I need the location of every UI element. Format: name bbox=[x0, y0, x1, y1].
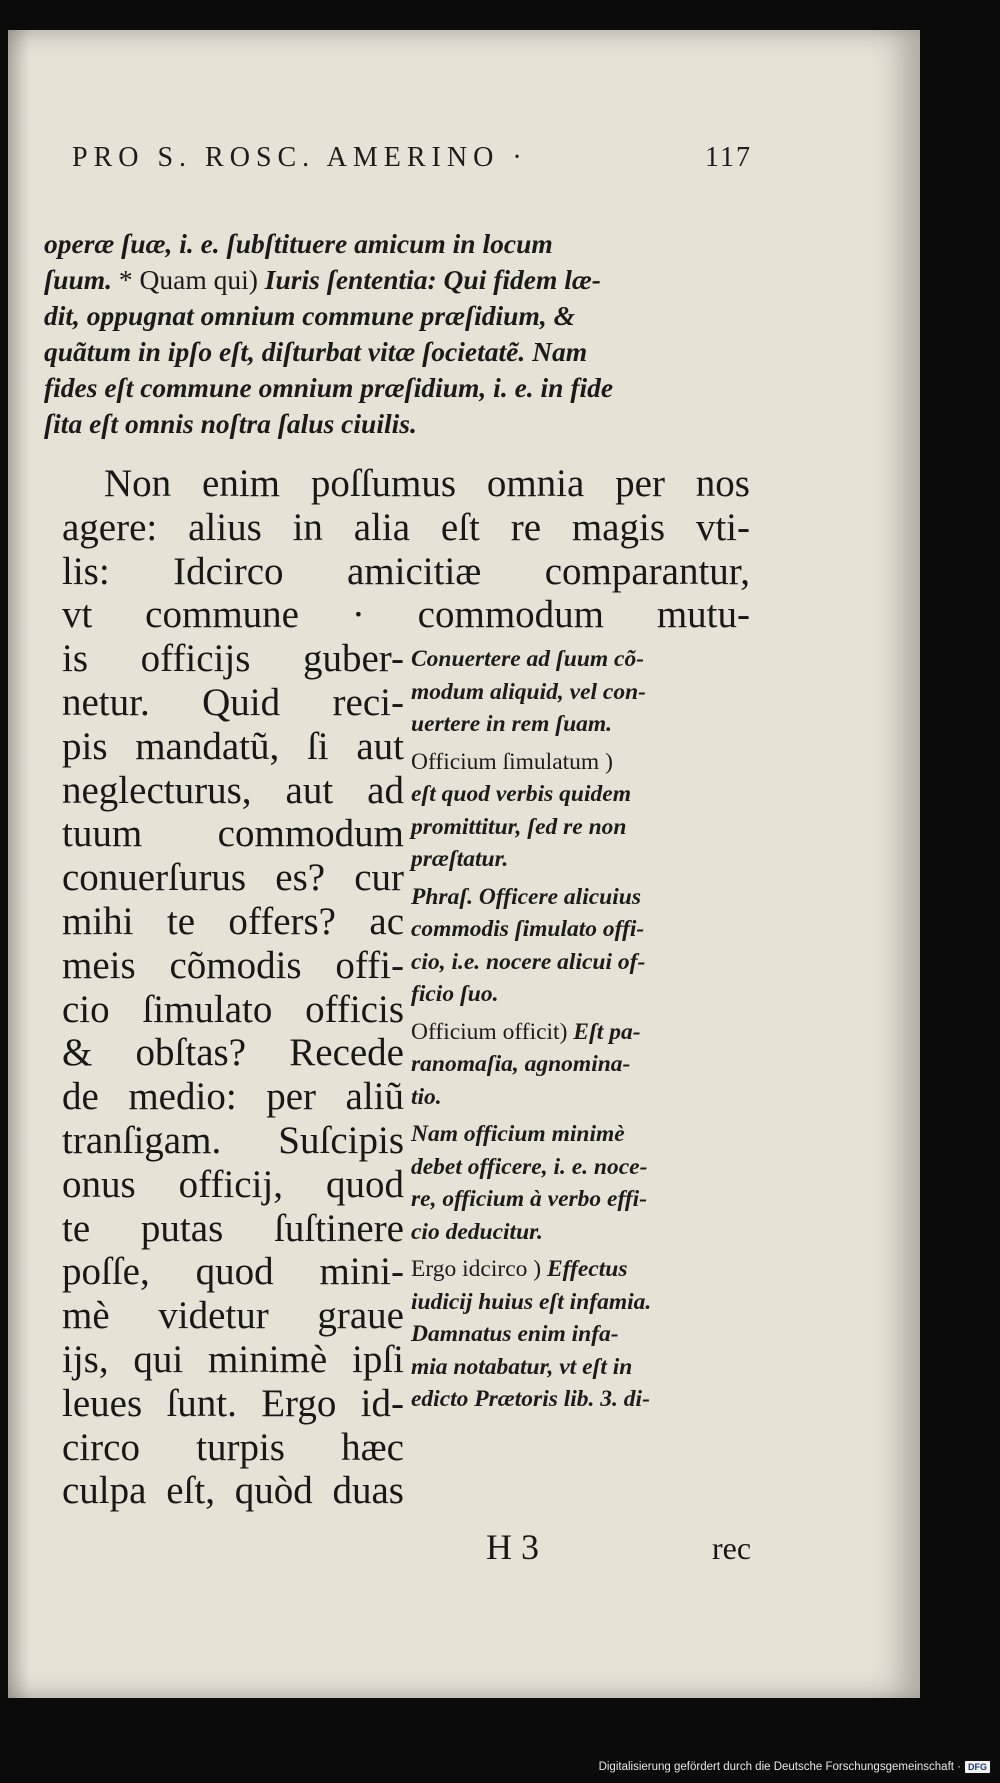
text-line: culpa eſt, quòd duas bbox=[62, 1469, 404, 1513]
margin-note-line bbox=[411, 643, 754, 676]
margin-note-line bbox=[411, 811, 754, 844]
text-line: & obſtas? Recede bbox=[62, 1031, 404, 1075]
note-line bbox=[44, 226, 754, 262]
text-line: cio ſimulato officis bbox=[62, 987, 404, 1031]
margin-note-line bbox=[411, 1183, 754, 1216]
text-run: eſt quod verbis quidem bbox=[411, 781, 631, 807]
note-line bbox=[44, 406, 754, 442]
margin-note-line bbox=[411, 913, 754, 946]
text-run: Phraſ. Officere alicuius bbox=[411, 883, 641, 910]
margin-note-line bbox=[411, 1151, 754, 1184]
text-run: debet officere, i. e. noce- bbox=[411, 1153, 648, 1180]
catchword: rec bbox=[712, 1530, 752, 1566]
margin-note-line bbox=[411, 946, 754, 979]
text-line: vt commune · commodum mutu- bbox=[62, 593, 750, 637]
margin-note-line bbox=[411, 708, 754, 741]
text-line: neglecturus, aut ad bbox=[62, 768, 404, 812]
text-run: Effectus bbox=[546, 1256, 628, 1282]
text-run: Damnatus enim infa- bbox=[411, 1321, 619, 1347]
text-run: mia notabatur, vt eſt in bbox=[411, 1353, 633, 1380]
margin-note-line bbox=[411, 1383, 754, 1416]
commentary-note-top bbox=[44, 226, 754, 442]
text-run: Officium officit) bbox=[411, 1018, 574, 1045]
text-line: conuerſurus es? cur bbox=[62, 856, 404, 900]
text-line: ijs, qui minimè ipſi bbox=[62, 1337, 404, 1381]
text-run: ranomaſia, agnomina- bbox=[411, 1051, 631, 1077]
page-number: 117 bbox=[705, 142, 752, 173]
margin-note bbox=[411, 1016, 754, 1114]
margin-note bbox=[411, 881, 754, 1011]
text-line: tranſigam. Suſcipis bbox=[62, 1118, 404, 1162]
text-run: ficio ſuo. bbox=[411, 981, 499, 1007]
margin-note-line bbox=[411, 1351, 754, 1384]
note-line bbox=[44, 262, 754, 298]
header-dot: · bbox=[512, 142, 528, 173]
text-run: iudicij huius eſt infamia. bbox=[411, 1288, 652, 1315]
text-run: promittitur, ſed re non bbox=[411, 813, 627, 840]
text-line: mè videtur graue bbox=[62, 1294, 404, 1338]
signature-mark: H 3 bbox=[486, 1527, 539, 1567]
text-run: ſita eſt omnis noſtra ſalus ciuilis. bbox=[44, 408, 417, 439]
text-line: leues ſunt. Ergo id- bbox=[62, 1381, 404, 1425]
text-line: netur. Quid reci- bbox=[62, 680, 404, 724]
digitization-footer bbox=[599, 1759, 990, 1775]
margin-note-line bbox=[411, 1081, 754, 1114]
margin-note-line bbox=[411, 1216, 754, 1249]
text-run: Officium ſimulatum ) bbox=[411, 748, 613, 775]
text-line: is officijs guber- bbox=[62, 637, 404, 681]
text-run: quãtum in ipſo eſt, diſturbat vitæ ſocietatẽ. Nam bbox=[44, 336, 588, 367]
text-run: cio, i.e. nocere alicui of- bbox=[411, 948, 646, 975]
margin-note-line bbox=[411, 881, 754, 914]
text-line: pis mandatũ, ſi aut bbox=[62, 724, 404, 768]
margin-note-line bbox=[411, 746, 754, 779]
margin-note-line bbox=[411, 1048, 754, 1081]
text-line: circo turpis hæc bbox=[62, 1425, 404, 1469]
text-line: poſſe, quod mini- bbox=[62, 1250, 404, 1294]
text-run: Eſt pa- bbox=[573, 1018, 641, 1045]
margin-note-line bbox=[411, 843, 754, 876]
text-run: modum aliquid, vel con- bbox=[411, 678, 646, 705]
margin-note-line bbox=[411, 1318, 754, 1351]
margin-note-line bbox=[411, 1118, 754, 1151]
margin-note bbox=[411, 643, 754, 741]
footer-credit: Digitalisierung gefördert durch die Deutsche Forschungsgemeinschaft · bbox=[598, 1761, 961, 1773]
text-run: fides eſt commune omnium præſidium, i. e. in fide bbox=[44, 372, 614, 403]
text-line: tuum commodum bbox=[62, 812, 404, 856]
margin-note-line bbox=[411, 1253, 754, 1286]
margin-note-line bbox=[411, 978, 754, 1011]
margin-note bbox=[411, 746, 754, 876]
text-line: meis cõmodis offi- bbox=[62, 943, 404, 987]
margin-note bbox=[411, 1118, 754, 1248]
text-line: onus officij, quod bbox=[62, 1162, 404, 1206]
text-run: Ergo idcirco ) bbox=[411, 1256, 547, 1282]
note-line bbox=[44, 334, 754, 370]
text-run: ſuum. bbox=[44, 264, 119, 295]
running-title: PRO S. ROSC. AMERINO bbox=[72, 142, 500, 173]
text-run: commodis ſimulato offi- bbox=[411, 916, 645, 942]
text-line: lis: Idcirco amicitiæ comparantur, bbox=[62, 549, 750, 593]
text-run: Conuertere ad ſuum cõ- bbox=[411, 646, 645, 672]
text-run: uertere in rem ſuam. bbox=[411, 711, 613, 737]
text-run: Nam officium minimè bbox=[411, 1121, 625, 1147]
text-line: mihi te offers? ac bbox=[62, 899, 404, 943]
text-line: de medio: per aliũ bbox=[62, 1075, 404, 1119]
text-run: * Quam qui) bbox=[118, 264, 265, 295]
marginal-notes bbox=[411, 643, 754, 1416]
book-page bbox=[8, 30, 920, 1698]
text-run: cio deducitur. bbox=[411, 1218, 543, 1245]
text-line: Non enim poſſumus omnia per nos bbox=[104, 462, 750, 505]
text-run: Iuris ſententia: Qui fidem læ- bbox=[264, 264, 601, 295]
text-run: operæ ſuæ, i. e. ſubſtituere amicum in locum bbox=[44, 228, 553, 259]
margin-note-line bbox=[411, 676, 754, 709]
text-run: dit, oppugnat omnium commune præſidium, & bbox=[44, 300, 575, 331]
text-run: tio. bbox=[411, 1083, 442, 1110]
margin-note-line bbox=[411, 1286, 754, 1319]
margin-note-line bbox=[411, 1016, 754, 1049]
note-line bbox=[44, 370, 754, 406]
margin-note bbox=[411, 1253, 754, 1416]
text-run: edicto Prætoris lib. 3. di- bbox=[411, 1386, 650, 1412]
margin-note-line bbox=[411, 778, 754, 811]
text-line: agere: alius in alia eſt re magis vti- bbox=[62, 505, 750, 549]
dfg-logo-icon: DFG bbox=[965, 1761, 990, 1773]
note-line bbox=[44, 298, 754, 334]
text-run: præſtatur. bbox=[411, 846, 509, 872]
text-line: te putas ſuſtinere bbox=[62, 1206, 404, 1250]
running-header bbox=[72, 142, 752, 192]
text-run: re, officium à verbo effi- bbox=[411, 1186, 648, 1212]
